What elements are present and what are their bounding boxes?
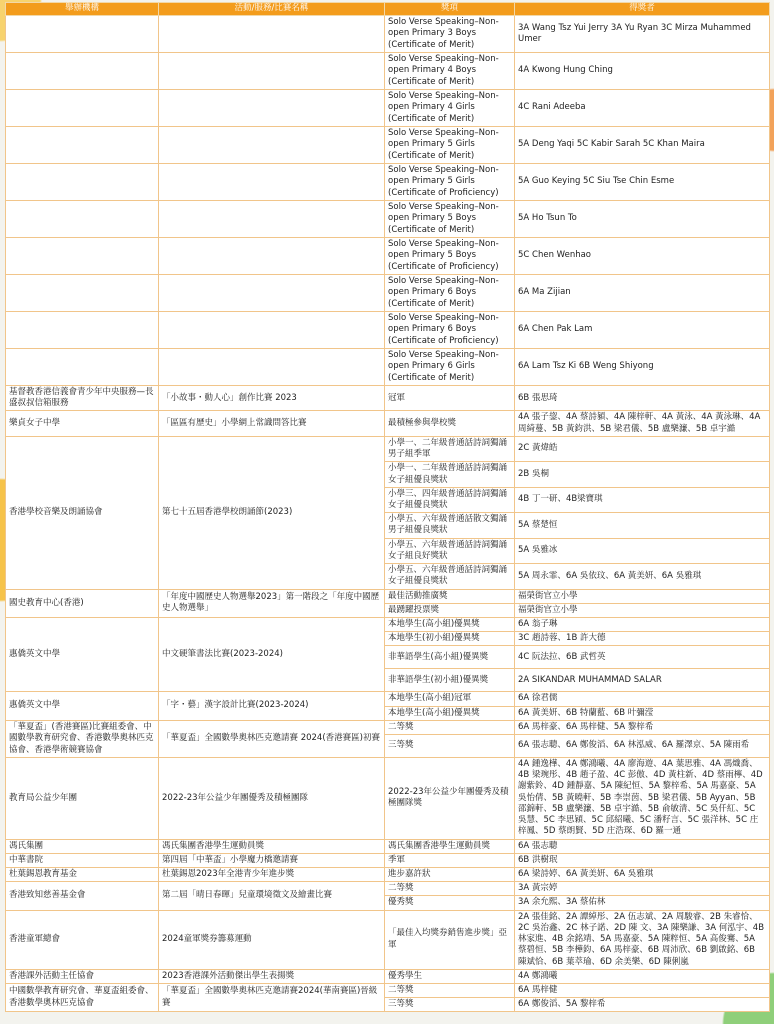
table-row <box>6 275 770 312</box>
winner-cell: 3A Wang Tsz Yui Jerry 3A Yu Ryan 3C Mirza Muhammed Umer <box>515 16 770 53</box>
winner-cell: 6A 張志聰 <box>515 839 770 853</box>
table-row <box>6 758 770 840</box>
winner-cell: 2C 黃煒皓 <box>515 436 770 461</box>
event-cell <box>159 201 385 238</box>
award-cell: Solo Verse Speaking–Non-open Primary 6 Boys (Certificate of Proficiency) <box>385 312 515 349</box>
header-award: 獎項 <box>385 3 515 16</box>
winner-cell: 5A Guo Keying 5C Siu Tse Chin Esme <box>515 164 770 201</box>
winner-cell: 6B 洪樹珉 <box>515 853 770 867</box>
event-cell <box>159 164 385 201</box>
org-cell: 惠僑英文中學 <box>6 617 159 691</box>
event-cell: 第四屆「中華盃」小學魔力橋邀請賽 <box>159 853 385 867</box>
event-cell: 2022-23年公益少年團優秀及積極團隊 <box>159 758 385 840</box>
table-row <box>6 853 770 867</box>
table-row <box>6 868 770 882</box>
event-cell <box>159 127 385 164</box>
award-cell: Solo Verse Speaking–Non-open Primary 5 Boys (Certificate of Merit) <box>385 201 515 238</box>
award-cell: 冠軍 <box>385 386 515 411</box>
winner-cell: 6B 張思琦 <box>515 386 770 411</box>
org-cell: 樂貞女子中學 <box>6 411 159 436</box>
award-cell: 小學五、六年級普通話散文獨誦男子組優良獎狀 <box>385 513 515 538</box>
award-cell: 2022-23年公益少年團優秀及積極團隊獎 <box>385 758 515 840</box>
winner-cell: 4A Kwong Hung Ching <box>515 53 770 90</box>
org-cell: 惠僑英文中學 <box>6 692 159 720</box>
table-row <box>6 386 770 411</box>
award-cell: Solo Verse Speaking–Non-open Primary 5 Girls (Certificate of Merit) <box>385 127 515 164</box>
award-cell: 季軍 <box>385 853 515 867</box>
award-cell: Solo Verse Speaking–Non-open Primary 6 Girls (Certificate of Merit) <box>385 349 515 386</box>
award-cell: Solo Verse Speaking–Non-open Primary 4 Boys (Certificate of Merit) <box>385 53 515 90</box>
table-row <box>6 411 770 436</box>
event-cell <box>159 238 385 275</box>
event-cell: 「華夏盃」全國數學奧林匹克邀請賽 2024(香港賽區)初賽 <box>159 720 385 757</box>
table-row <box>6 201 770 238</box>
org-cell <box>6 312 159 349</box>
org-cell: 中華書院 <box>6 853 159 867</box>
event-cell: 杜葉錫恩2023年全港青少年進步獎 <box>159 868 385 882</box>
org-cell: 基督教香港信義會青少年中央服務—長盛叔叔信箱服務 <box>6 386 159 411</box>
table-row <box>6 983 770 997</box>
table-row <box>6 90 770 127</box>
winner-cell: 5A 吳雅冰 <box>515 538 770 563</box>
winner-cell: 4A 張子鋆、4A 蔡詩潁、4A 陳梓軒、4A 黃泳、4A 黃泳琳、4A 周綺蔓、5B 黃鈞洪、5B 梁君儀、5B 盧樂濂、5B 卓宇澔 <box>515 411 770 436</box>
event-cell: 「小故事・動人心」創作比賽 2023 <box>159 386 385 411</box>
award-cell: 最踴躍投票獎 <box>385 603 515 617</box>
winner-cell: 6A 徐君儒 <box>515 692 770 706</box>
table-row <box>6 436 770 461</box>
winner-cell: 6A 馬梓健 <box>515 983 770 997</box>
event-cell <box>159 16 385 53</box>
table-row <box>6 720 770 734</box>
award-cell: 二等獎 <box>385 882 515 896</box>
winner-cell: 6A 鄭俊滔、5A 黎梓希 <box>515 998 770 1012</box>
winner-cell: 5C Chen Wenhao <box>515 238 770 275</box>
award-cell: 馮氏集團香港學生運動員獎 <box>385 839 515 853</box>
award-cell: Solo Verse Speaking–Non-open Primary 5 Boys (Certificate of Proficiency) <box>385 238 515 275</box>
org-cell: 香港童軍總會 <box>6 910 159 969</box>
winner-cell: 6A 張志聰、6A 鄭俊滔、6A 林泓威、6A 羅澤京、5A 陳雨希 <box>515 735 770 758</box>
event-cell <box>159 349 385 386</box>
org-cell <box>6 349 159 386</box>
award-cell: 「最佳入均獎券銷售進步獎」亞軍 <box>385 910 515 969</box>
winner-cell: 2A 張佳銘、2A 譚綽彤、2A 伍志斌、2A 周駿睿、2B 朱睿恰、2C 吳治鑫、2C 林子諾、2D 陳 文、3A 陳樂謙、3A 何泓宇、4B 林家進、4B 余銘靖、5A 馬嘉豪、5A 陳粹恒、5A 高俊騫、5A 蔡碧恒、5B 李樺鈞、6A 馬梓豪、6B 周沛欣、6B 劉啟銘、6B 陳斌恰、6B 葉萃瑜、6D 余美樂、6D 陳俐嵐 <box>515 910 770 969</box>
winner-cell: 5A 蔡楚恒 <box>515 513 770 538</box>
award-cell: 小學五、六年級普通話詩詞獨誦女子組優良獎狀 <box>385 564 515 589</box>
table-row <box>6 164 770 201</box>
award-cell: 本地學生(初小組)優異獎 <box>385 632 515 646</box>
award-cell: 本地學生(高小組)優異獎 <box>385 706 515 720</box>
award-cell: 三等獎 <box>385 998 515 1012</box>
event-cell: 2023香港課外活動傑出學生表揚獎 <box>159 969 385 983</box>
award-cell: 最積極參與學校獎 <box>385 411 515 436</box>
winner-cell: 6A Chen Pak Lam <box>515 312 770 349</box>
award-cell: 二等獎 <box>385 720 515 734</box>
org-cell <box>6 201 159 238</box>
table-row <box>6 349 770 386</box>
org-cell: 香港致知慈善基金會 <box>6 882 159 910</box>
award-cell: 二等獎 <box>385 983 515 997</box>
winner-cell: 福榮街官立小學 <box>515 589 770 603</box>
award-cell: 小學五、六年級普通話詩詞獨誦女子組良好獎狀 <box>385 538 515 563</box>
winner-cell: 5A Deng Yaqi 5C Kabir Sarah 5C Khan Maira <box>515 127 770 164</box>
award-cell: 優秀獎 <box>385 896 515 910</box>
table-row <box>6 882 770 896</box>
table-row <box>6 53 770 90</box>
org-cell: 杜葉錫恩教育基金 <box>6 868 159 882</box>
org-cell <box>6 16 159 53</box>
table-row <box>6 589 770 603</box>
winner-cell: 4A 鍾逸樺、4A 鄭鴻曦、4A 廖海遊、4A 葉思雅、4A 馮熾喬、4B 梁琬彤、4B 趙子盈、4C 彭傲、4D 黃柱新、4D 蔡雨檸、4D 謝紫鈴、4D 鍾靜嘉、5A 陳紀恒、5A 黎梓希、5A 馬嘉豪、5A 吳怡倩、5B 黃曉軒、5B 李崇茵、5B 梁君儀、5B Ayyan、5B 邵錦軒、5B 盧樂濂、5B 卓宇澔、5B 俞敏清、5C 吳仟紅、5C 吳慧、5C 李思穎、5C 邱紹曦、5C 潘籽言、5C 張洋林、5C 庄梓鳳、5D 蔡朗賢、5D 庄浩琛、6D 羅一通 <box>515 758 770 840</box>
event-cell: 「字・藝」漢字設計比賽(2023-2024) <box>159 692 385 720</box>
winner-cell: 5A Ho Tsun To <box>515 201 770 238</box>
table-row <box>6 312 770 349</box>
org-cell: 「華夏盃」(香港賽區)比賽組委會、中國數學教育研究會、香港數學奧林匹克協會、香港學術競賽協會 <box>6 720 159 757</box>
event-cell: 馮氏集團香港學生運動員獎 <box>159 839 385 853</box>
winner-cell: 3C 趙詩蓉、1B 許大德 <box>515 632 770 646</box>
table-row <box>6 692 770 706</box>
org-cell: 香港學校音樂及朗誦協會 <box>6 436 159 589</box>
awards-table-wrapper <box>5 2 769 1012</box>
event-cell: 第七十五屆香港學校朗誦節(2023) <box>159 436 385 589</box>
winner-cell: 6A 翁子琳 <box>515 617 770 631</box>
event-cell <box>159 275 385 312</box>
org-cell <box>6 164 159 201</box>
org-cell <box>6 90 159 127</box>
table-row <box>6 969 770 983</box>
event-cell <box>159 90 385 127</box>
winner-cell: 福榮街官立小學 <box>515 603 770 617</box>
award-cell: 最佳活動推廣獎 <box>385 589 515 603</box>
table-row <box>6 127 770 164</box>
winner-cell: 4A 鄭鴻曦 <box>515 969 770 983</box>
winner-cell: 4C Rani Adeeba <box>515 90 770 127</box>
winner-cell: 6A Ma Zijian <box>515 275 770 312</box>
winner-cell: 4C 阮法拉、6B 武哲英 <box>515 646 770 669</box>
org-cell <box>6 275 159 312</box>
org-cell: 教育局公益少年團 <box>6 758 159 840</box>
award-cell: Solo Verse Speaking–Non-open Primary 6 Boys (Certificate of Merit) <box>385 275 515 312</box>
table-header-row <box>6 3 770 16</box>
event-cell: 2024童軍獎券籌募運動 <box>159 910 385 969</box>
award-cell: 三等獎 <box>385 735 515 758</box>
winner-cell: 5A 周永霏、6A 吳依玟、6A 黃美妍、6A 吳雅琪 <box>515 564 770 589</box>
org-cell: 中國數學教育研究會、華夏盃組委會、香港數學奧林匹克協會 <box>6 983 159 1011</box>
event-cell: 第二屆「晴日春暉」兒童環境徵文及繪畫比賽 <box>159 882 385 910</box>
award-cell: 非華語學生(高小組)優異獎 <box>385 646 515 669</box>
award-cell: Solo Verse Speaking–Non-open Primary 3 Boys (Certificate of Merit) <box>385 16 515 53</box>
event-cell: 「華夏盃」全國數學奧林匹克邀請賽2024(華南賽區)晉級賽 <box>159 983 385 1011</box>
award-cell: 小學三、四年級普通話詩詞獨誦女子組優良獎狀 <box>385 487 515 512</box>
award-cell: 進步嘉許狀 <box>385 868 515 882</box>
winner-cell: 6A 梁詩婷、6A 黃美妍、6A 吳雅琪 <box>515 868 770 882</box>
winner-cell: 3A 黃宗婷 <box>515 882 770 896</box>
org-cell: 馮氏集團 <box>6 839 159 853</box>
header-event: 活動/服務/比賽名稱 <box>159 3 385 16</box>
header-org: 舉辦機構 <box>6 3 159 16</box>
org-cell: 國史教育中心(香港) <box>6 589 159 617</box>
award-cell: 小學一、二年級普通話詩詞獨誦男子組季軍 <box>385 436 515 461</box>
event-cell <box>159 312 385 349</box>
org-cell: 香港課外活動主任協會 <box>6 969 159 983</box>
event-cell: 中文硬筆書法比賽(2023-2024) <box>159 617 385 691</box>
winner-cell: 3A 余允熙、3A 蔡佑林 <box>515 896 770 910</box>
winner-cell: 6A 馬梓豪、6A 馬梓健、5A 黎梓希 <box>515 720 770 734</box>
org-cell <box>6 53 159 90</box>
award-cell: Solo Verse Speaking–Non-open Primary 5 Girls (Certificate of Proficiency) <box>385 164 515 201</box>
award-cell: 本地學生(高小組)冠軍 <box>385 692 515 706</box>
award-cell: 小學一、二年級普通話詩詞獨誦女子組優良獎狀 <box>385 462 515 487</box>
award-cell: 本地學生(高小組)優異獎 <box>385 617 515 631</box>
awards-table <box>5 2 770 1012</box>
winner-cell: 6A Lam Tsz Ki 6B Weng Shiyong <box>515 349 770 386</box>
winner-cell: 6A 黃美妍、6B 特蘭藍、6B 叶彌滢 <box>515 706 770 720</box>
winner-cell: 2B 吳桐 <box>515 462 770 487</box>
award-cell: 優秀學生 <box>385 969 515 983</box>
org-cell <box>6 238 159 275</box>
event-cell: 「區區有歷史」小學網上常識問答比賽 <box>159 411 385 436</box>
table-row <box>6 238 770 275</box>
table-row <box>6 839 770 853</box>
org-cell <box>6 127 159 164</box>
winner-cell: 4B 丁一研、4B梁寶琪 <box>515 487 770 512</box>
winner-cell: 2A SIKANDAR MUHAMMAD SALAR <box>515 669 770 692</box>
table-row <box>6 910 770 969</box>
event-cell: 「年度中國歷史人物選舉2023」第一階段之「年度中國歷史人物選舉」 <box>159 589 385 617</box>
table-row <box>6 617 770 631</box>
table-row <box>6 16 770 53</box>
award-cell: Solo Verse Speaking–Non-open Primary 4 Girls (Certificate of Merit) <box>385 90 515 127</box>
award-cell: 非華語學生(初小組)優異獎 <box>385 669 515 692</box>
header-winner: 得獎者 <box>515 3 770 16</box>
event-cell <box>159 53 385 90</box>
